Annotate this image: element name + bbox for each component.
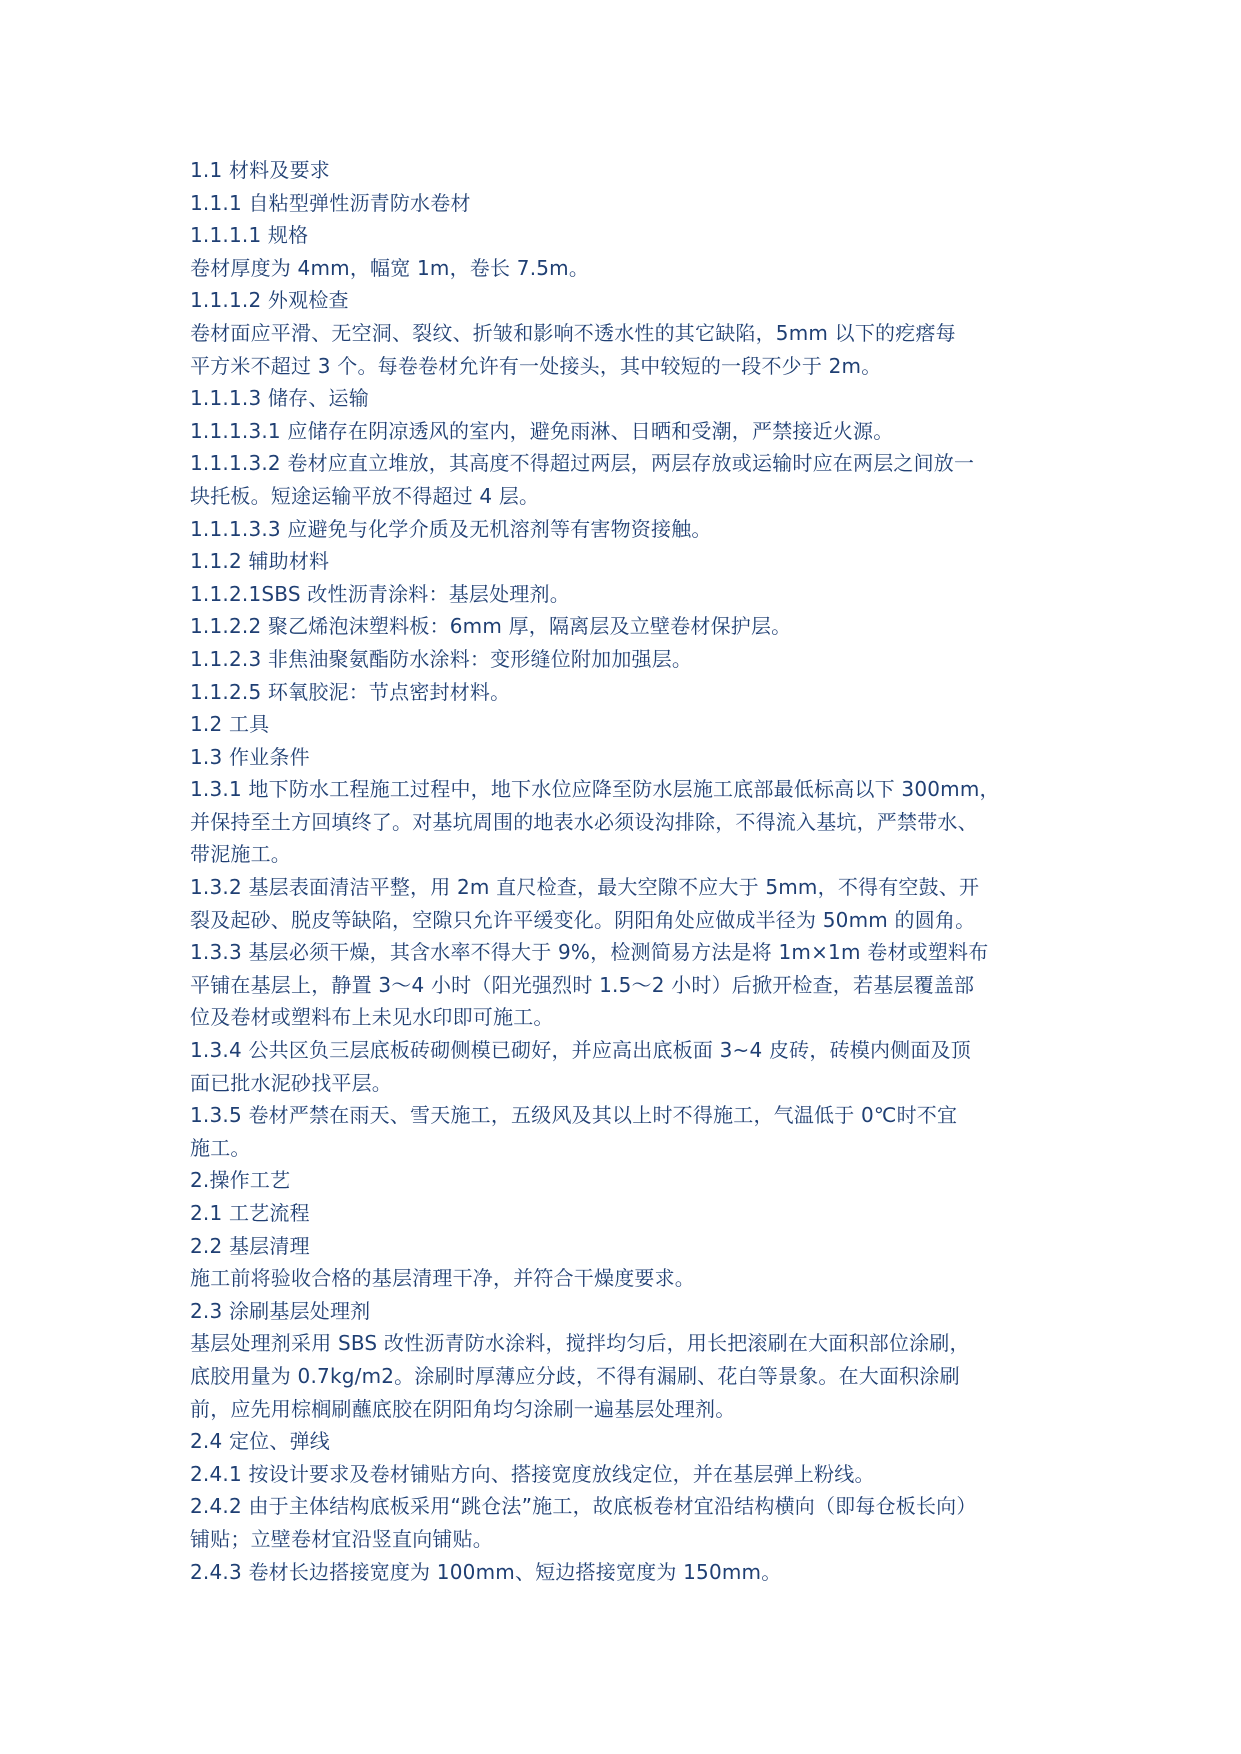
text-line: 2.4.2 由于主体结构底板采用“跳仓法”施工，故底板卷材宜沿结构横向（即每仓板长向）: [190, 1494, 977, 1519]
text-line: 2.4.3 卷材长边搭接宽度为 100mm、短边搭接宽度为 150mm。: [190, 1559, 782, 1584]
text-line: 1.1.2.3 非焦油聚氨酯防水涂料：变形缝位附加加强层。: [190, 646, 693, 671]
text-line: 1.1.2.1SBS 改性沥青涂料：基层处理剂。: [190, 581, 570, 606]
text-line: 卷材厚度为 4mm，幅宽 1m，卷长 7.5m。: [190, 255, 590, 280]
text-line: 铺贴；立壁卷材宜沿竖直向铺贴。: [190, 1526, 493, 1551]
heading-1-1-1-1: 1.1.1.1 规格: [190, 223, 309, 248]
heading-2-2: 2.2 基层清理: [190, 1233, 310, 1258]
text-line: 1.1.1.3.3 应避免与化学介质及无机溶剂等有害物资接触。: [190, 516, 712, 541]
text-line: 卷材面应平滑、无空洞、裂纹、折皱和影响不透水性的其它缺陷，5mm 以下的疙瘩每: [190, 320, 956, 345]
text-line: 1.1.1.3.2 卷材应直立堆放，其高度不得超过两层，两层存放或运输时应在两层之间放一: [190, 451, 975, 476]
text-line: 1.3.2 基层表面清洁平整，用 2m 直尺检查，最大空隙不应大于 5mm，不得有空鼓、开: [190, 875, 980, 900]
text-line: 前，应先用棕榈刷蘸底胶在阴阳角均匀涂刷一遍基层处理剂。: [190, 1396, 736, 1421]
heading-2-1: 2.1 工艺流程: [190, 1201, 310, 1225]
heading-1-1-2: 1.1.2 辅助材料: [190, 549, 330, 574]
heading-1-1-1-3: 1.1.1.3 储存、运输: [190, 386, 369, 411]
text-line: 面已批水泥砂找平层。: [190, 1070, 392, 1095]
text-line: 施工。: [190, 1135, 251, 1160]
text-line: 底胶用量为 0.7kg/m2。涂刷时厚薄应分歧，不得有漏刷、花白等景象。在大面积涂刷: [190, 1363, 960, 1388]
text-line: 1.3.1 地下防水工程施工过程中，地下水位应降至防水层施工底部最低标高以下 300mm，: [190, 777, 1000, 802]
heading-1-2: 1.2 工具: [190, 712, 270, 737]
text-line: 带泥施工。: [190, 842, 291, 867]
heading-2-3: 2.3 涂刷基层处理剂: [190, 1298, 371, 1323]
text-line: 平方米不超过 3 个。每卷卷材允许有一处接头，其中较短的一段不少于 2m。: [190, 353, 882, 378]
text-line: 基层处理剂采用 SBS 改性沥青防水涂料，搅拌均匀后，用长把滚刷在大面积部位涂刷，: [190, 1331, 970, 1356]
document-page: [190, 154, 1060, 1588]
text-line: 1.1.2.2 聚乙烯泡沫塑料板：6mm 厚，隔离层及立壁卷材保护层。: [190, 614, 792, 639]
text-line: 位及卷材或塑料布上未见水印即可施工。: [190, 1005, 554, 1030]
text-line: 1.3.5 卷材严禁在雨天、雪天施工，五级风及其以上时不得施工，气温低于 0℃时不宜: [190, 1103, 958, 1128]
heading-2-4: 2.4 定位、弹线: [190, 1429, 330, 1454]
text-line: 2.4.1 按设计要求及卷材铺贴方向、搭接宽度放线定位，并在基层弹上粉线。: [190, 1461, 875, 1486]
heading-1-1-1: 1.1.1 自粘型弹性沥青防水卷材: [190, 190, 471, 215]
text-line: 1.1.1.3.1 应储存在阴凉透风的室内，避免雨淋、日晒和受潮，严禁接近火源。: [190, 418, 894, 443]
text-line: 并保持至土方回填终了。对基坑周围的地表水必须设沟排除，不得流入基坑，严禁带水、: [190, 809, 978, 834]
heading-2: 2.操作工艺: [190, 1168, 291, 1193]
text-line: 裂及起砂、脱皮等缺陷，空隙只允许平缓变化。阴阳角处应做成半径为 50mm 的圆角。: [190, 907, 976, 932]
heading-1-1: 1.1 材料及要求: [190, 158, 330, 182]
heading-1-1-1-2: 1.1.1.2 外观检查: [190, 288, 349, 313]
text-line: 施工前将验收合格的基层清理干净，并符合干燥度要求。: [190, 1266, 695, 1291]
heading-1-3: 1.3 作业条件: [190, 744, 310, 769]
text-line: 1.1.2.5 环氧胶泥：节点密封材料。: [190, 679, 511, 704]
text-line: 1.3.4 公共区负三层底板砖砌侧模已砌好，并应高出底板面 3~4 皮砖，砖模内侧面及顶: [190, 1038, 971, 1063]
text-line: 1.3.3 基层必须干燥，其含水率不得大于 9%，检测简易方法是将 1m×1m 卷材或塑料布: [190, 940, 989, 965]
text-line: 平铺在基层上，静置 3～4 小时（阳光强烈时 1.5～2 小时）后掀开检查，若基层覆盖部: [190, 972, 975, 997]
text-line: 块托板。短途运输平放不得超过 4 层。: [190, 483, 540, 508]
